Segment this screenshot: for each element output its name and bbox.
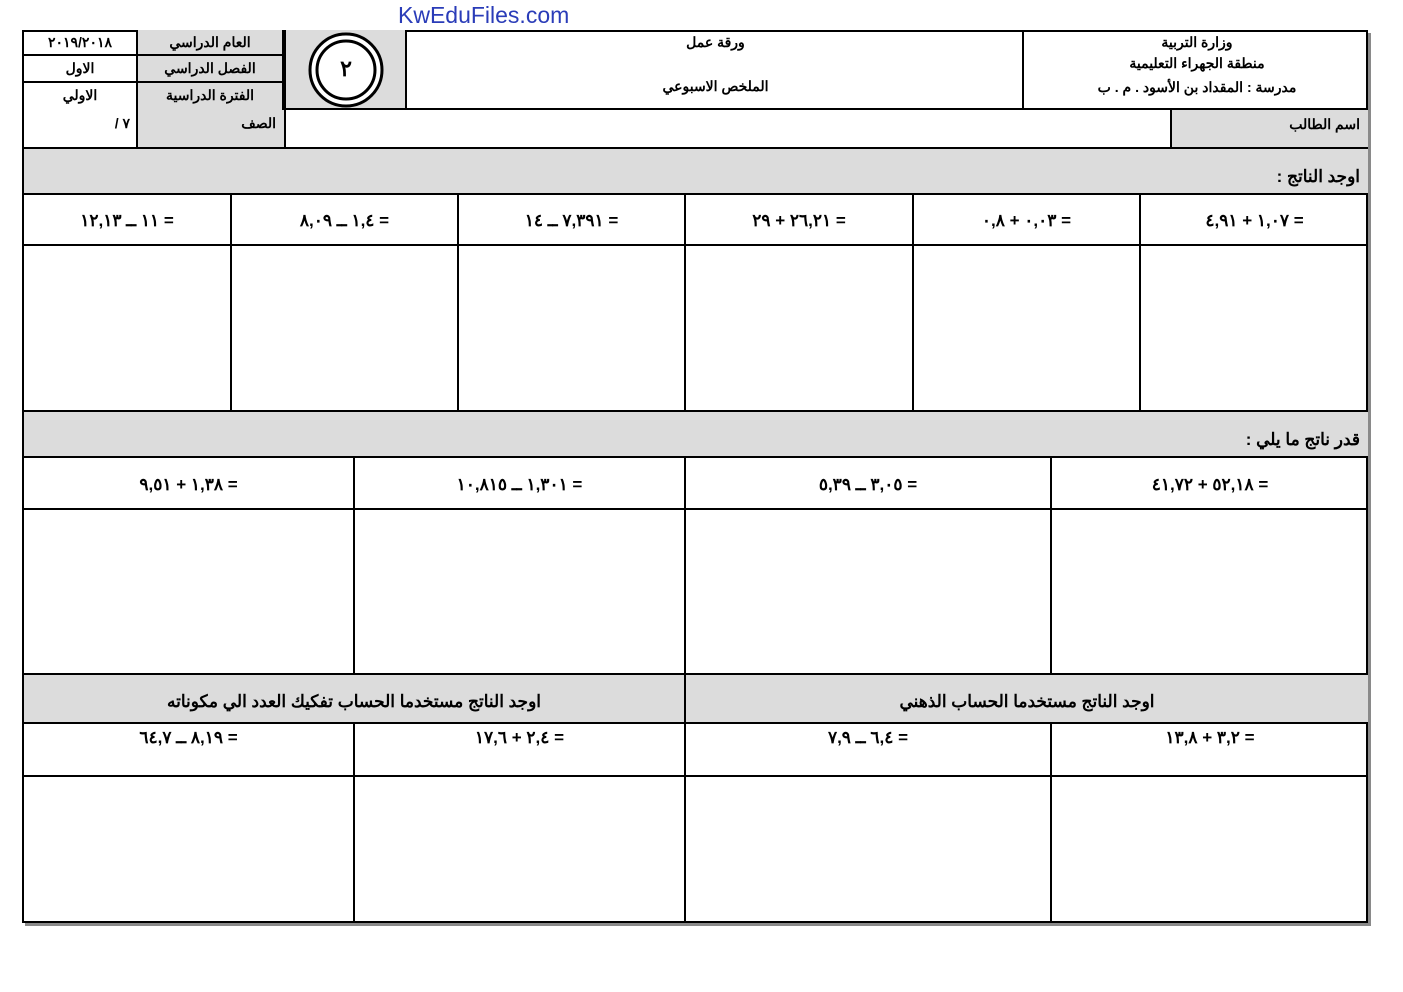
section3-problem-2: = ٦,٤ ــ ٧,٩	[827, 728, 909, 747]
info-row-year	[24, 30, 284, 56]
section1-answer-box-4[interactable]	[459, 248, 684, 410]
section1-answer-box-2[interactable]	[914, 248, 1139, 410]
section1-title-bar	[24, 149, 1368, 195]
section3-title-left: اوجد الناتج مستخدما الحساب تفكيك العدد الي مكوناته	[166, 692, 542, 711]
section1-problem-1: = ١,٠٧ + ٤,٩١	[1205, 211, 1304, 230]
info-semester-value: الاول	[65, 60, 95, 76]
section1-problem-3: = ٢٦,٢١ + ٢٩	[752, 211, 846, 230]
watermark[interactable]: KwEduFiles.com	[398, 2, 570, 28]
section2-title: قدر ناتج ما يلي :	[1245, 430, 1360, 449]
section1-answer-box-3[interactable]	[686, 248, 912, 410]
badge-block	[284, 30, 405, 110]
student-row	[24, 110, 1368, 149]
sheet-subtitle: الملخص الاسبوعي	[662, 78, 769, 94]
class-label-cell	[136, 110, 284, 147]
section1-title: اوجد الناتج :	[1276, 167, 1360, 186]
school-text: مدرسة : المقداد بن الأسود . م . ب	[1097, 79, 1297, 95]
section2-answer-box-4[interactable]	[24, 512, 353, 673]
class-value: / ٧	[114, 115, 130, 131]
section1-answer-box-5[interactable]	[232, 248, 457, 410]
section3-answer-box-1[interactable]	[1052, 779, 1368, 921]
info-semester-label: الفصل الدراسي	[164, 60, 256, 76]
section3-problem-3: = ٢,٤ + ١٧,٦	[474, 728, 565, 747]
info-period-label: الفترة الدراسية	[165, 87, 255, 103]
section1-problem-2: = ٠,٠٣ + ٠,٨	[981, 211, 1072, 230]
class-label: الصف	[241, 115, 276, 131]
section3-title-right: اوجد الناتج مستخدما الحساب الذهني	[899, 692, 1155, 711]
section2-grid	[24, 458, 1368, 673]
section2-answer-box-3[interactable]	[355, 512, 684, 673]
section3-grid	[24, 724, 1368, 921]
student-name-label: اسم الطالب	[1289, 116, 1360, 132]
sheet-title: ورقة عمل	[686, 34, 745, 50]
section3-problem-1: = ٣,٢ + ١٣,٨	[1165, 728, 1255, 747]
header-ministry-block	[1022, 30, 1368, 110]
section1-answer-box-6[interactable]	[24, 248, 230, 410]
section2-problem-1: = ٥٢,١٨ + ٤١,٧٢	[1151, 475, 1269, 494]
student-name-label-cell	[1170, 110, 1368, 147]
info-period-value: الاولي	[62, 87, 98, 103]
section1-problem-5: = ١,٤ ــ ٨,٠٩	[299, 211, 390, 230]
section3-title-bar	[24, 673, 1368, 724]
info-year-value: ٢٠١٩/٢٠١٨	[47, 34, 113, 50]
section1-problem-6: = ١١ ــ ١٢,١٣	[80, 211, 174, 230]
region-text: منطقة الجهراء التعليمية	[1129, 55, 1265, 71]
section1-problem-4: = ٧,٣٩١ ــ ١٤	[524, 211, 619, 230]
section3-problem-4: = ٨,١٩ ــ ٦٤,٧	[139, 728, 238, 747]
section1-grid	[24, 195, 1368, 410]
section3-answer-box-2[interactable]	[686, 779, 1050, 921]
ministry-text: وزارة التربية	[1161, 34, 1233, 50]
section3-answer-box-4[interactable]	[24, 779, 353, 921]
header-title-block	[405, 30, 1022, 110]
section1-answer-box-1[interactable]	[1141, 248, 1368, 410]
section2-title-bar	[24, 410, 1368, 458]
class-field[interactable]	[24, 110, 136, 147]
section2-answer-box-2[interactable]	[686, 512, 1050, 673]
student-name-field[interactable]	[284, 110, 1170, 147]
info-table	[24, 30, 284, 110]
section2-problem-2: = ٣,٠٥ ــ ٥,٣٩	[818, 475, 918, 494]
info-row-period	[24, 83, 284, 110]
info-row-semester	[24, 56, 284, 83]
badge-number: ٢	[340, 56, 352, 81]
section2-answer-box-1[interactable]	[1052, 512, 1368, 673]
info-year-label: العام الدراسي	[169, 34, 251, 50]
section3-answer-box-3[interactable]	[355, 779, 684, 921]
section2-problem-3: = ١,٣٠١ ــ ١٠,٨١٥	[456, 475, 583, 494]
section2-problem-4: = ١,٣٨ + ٩,٥١	[139, 475, 238, 494]
